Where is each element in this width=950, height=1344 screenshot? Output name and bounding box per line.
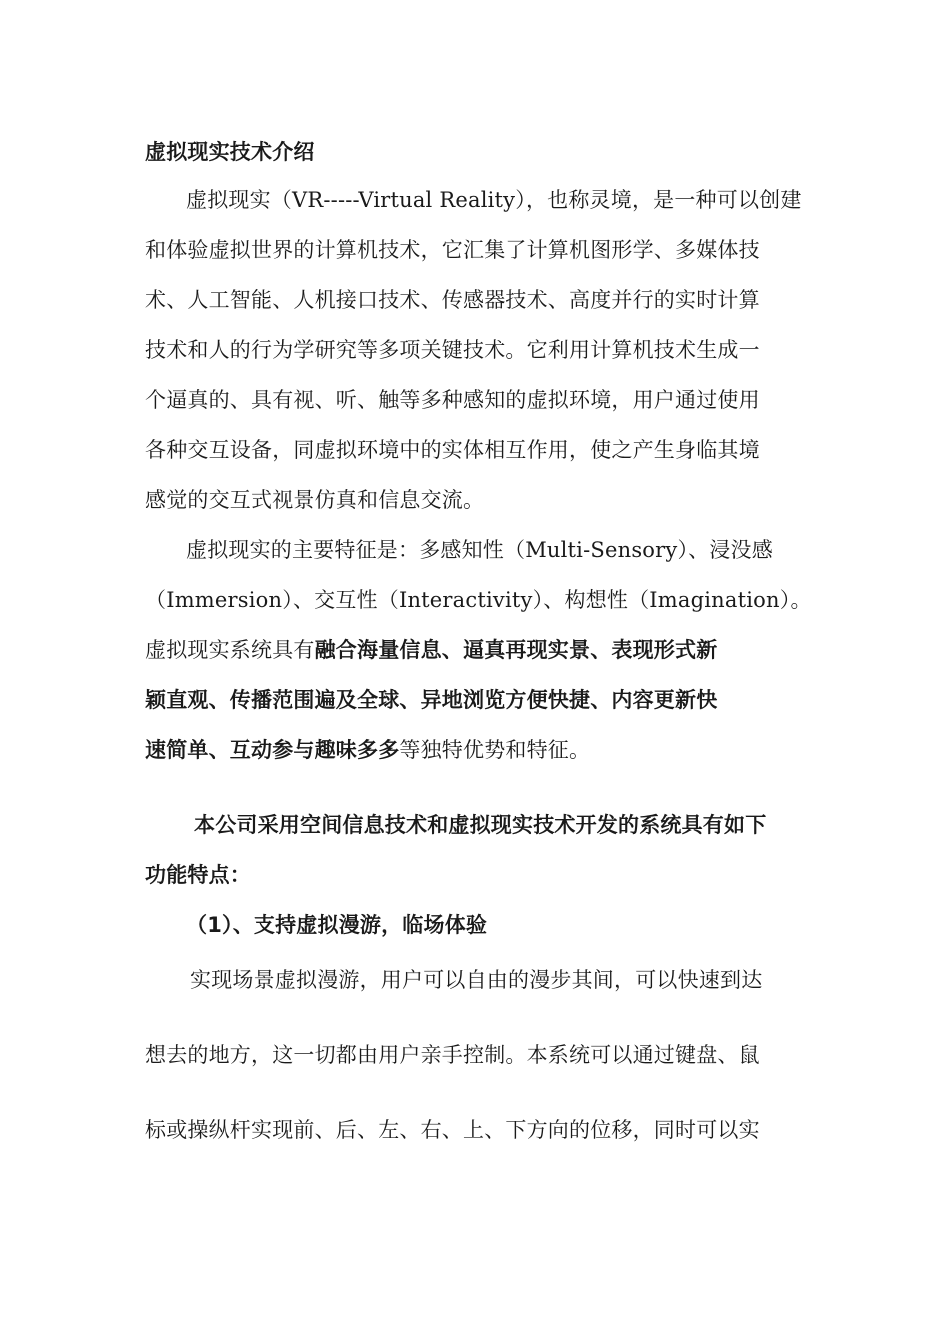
p2-line-3-plain: 虚拟现实系统具有 xyxy=(145,638,315,662)
p1-line-1: 虚拟现实（VR-----Virtual Reality），也称灵境，是一种可以创建 xyxy=(186,188,802,212)
p2-line-5-bold: 速简单、互动参与趣味多多 xyxy=(145,738,400,762)
p4-line-3: 标或操纵杆实现前、后、左、右、上、下方向的位移，同时可以实 xyxy=(145,1118,760,1142)
p3-line-2: 功能特点： xyxy=(145,863,251,887)
p2-line-3-bold: 融合海量信息、逼真再现实景、表现形式新 xyxy=(314,638,718,662)
p1-line-3: 术、人工智能、人机接口技术、传感器技术、高度并行的实时计算 xyxy=(145,288,760,312)
p2-line-1: 虚拟现实的主要特征是：多感知性（Multi-Sensory）、浸没感 xyxy=(186,538,773,562)
p2-line-5-plain: 等独特优势和特征。 xyxy=(399,738,591,762)
p1-line-2: 和体验虚拟世界的计算机技术，它汇集了计算机图形学、多媒体技 xyxy=(145,238,760,262)
p1-line-4: 技术和人的行为学研究等多项关键技术。它利用计算机技术生成一 xyxy=(145,338,760,362)
p3-line-1: 本公司采用空间信息技术和虚拟现实技术开发的系统具有如下 xyxy=(194,813,767,837)
p1-line-6: 各种交互设备，同虚拟环境中的实体相互作用，使之产生身临其境 xyxy=(145,438,760,462)
p2-line-4: 颖直观、传播范围遍及全球、异地浏览方便快捷、内容更新快 xyxy=(145,688,718,712)
p4-line-1: 实现场景虚拟漫游，用户可以自由的漫步其间，可以快速到达 xyxy=(190,968,763,992)
document-title: 虚拟现实技术介绍 xyxy=(145,140,315,164)
p2-line-2: （Immersion）、交互性（Interactivity）、构想性（Imagination）。 xyxy=(145,588,812,612)
section-1-heading: （1）、支持虚拟漫游，临场体验 xyxy=(186,913,488,937)
p1-line-7: 感觉的交互式视景仿真和信息交流。 xyxy=(145,488,485,512)
p2-line-3 xyxy=(145,637,717,663)
p4-line-2: 想去的地方，这一切都由用户亲手控制。本系统可以通过键盘、鼠 xyxy=(145,1043,760,1067)
p2-line-5 xyxy=(145,737,590,763)
p1-line-5: 个逼真的、具有视、听、触等多种感知的虚拟环境，用户通过使用 xyxy=(145,388,760,412)
